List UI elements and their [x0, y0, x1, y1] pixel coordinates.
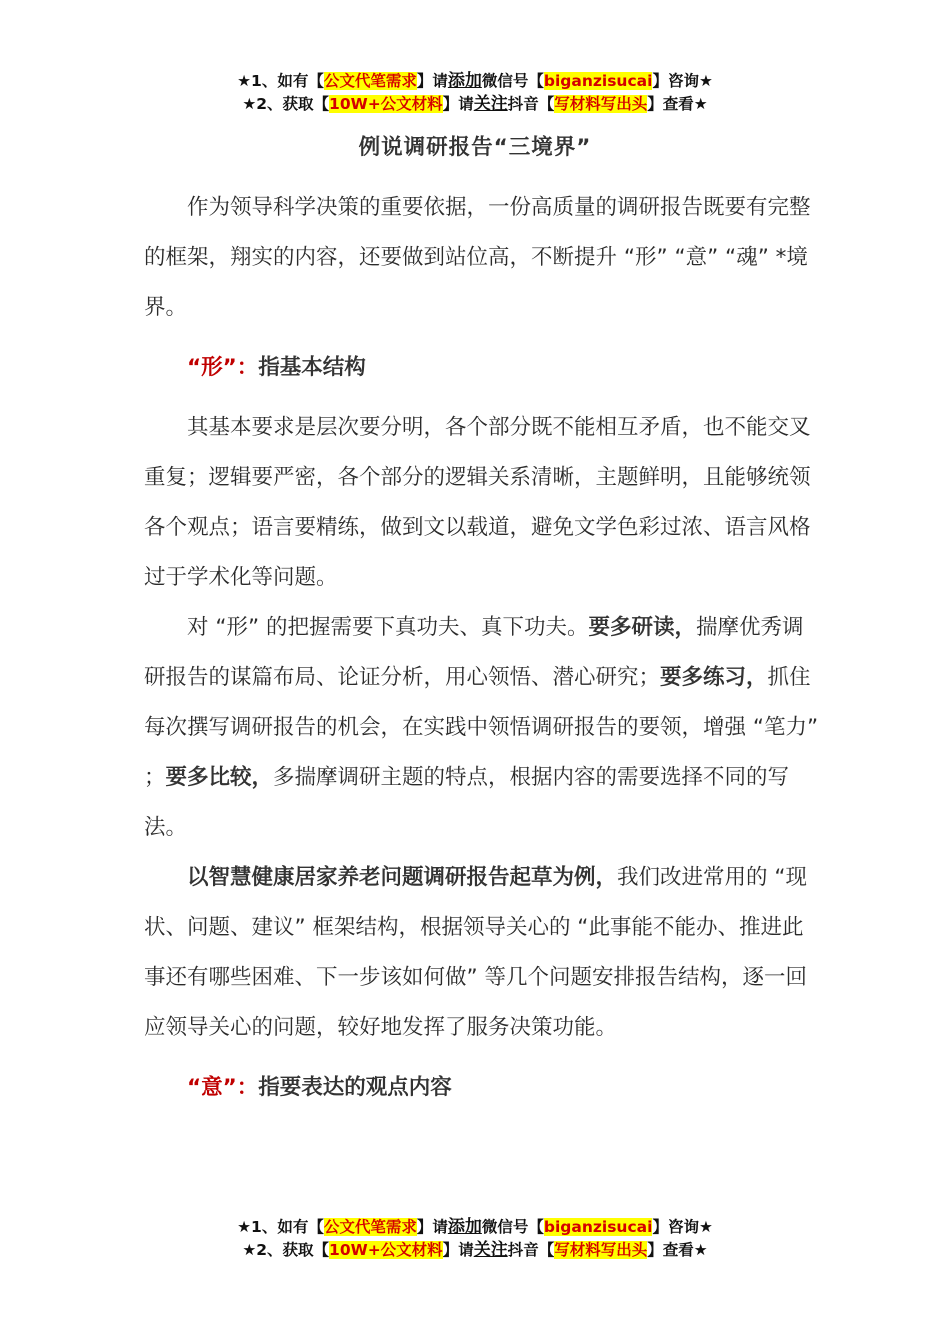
banner-line-2 — [0, 1239, 950, 1262]
banner-text: 】咨询★ — [652, 1218, 713, 1236]
banner-text: 】请 — [416, 1218, 448, 1236]
banner-text: 】请 — [442, 1241, 474, 1259]
text-run: 揣摩优秀调研报告的谋篇布局、论证分析，用心领悟、潜心研究； — [144, 615, 804, 690]
banner-text: ★1、如有【 — [237, 1218, 324, 1236]
underlined-text: 添加 — [447, 71, 482, 91]
text-run: 我们改进常用的 “现状、问题、建议” 框架结构，根据领导关心的 “此事能不能办、推进此事还有哪些困难、下一步该如何做” 等几个问题安排报告结构，逐一回应领导关心的问题，较好地发挥了服务决策功能。 — [144, 865, 807, 1040]
banner-line-1 — [0, 70, 950, 93]
document-body — [144, 183, 824, 1123]
bold-text: 要多比较， — [165, 765, 274, 790]
bold-text: 以智慧健康居家养老问题调研报告起草为例， — [187, 865, 618, 890]
banner-text: 】查看★ — [647, 1241, 708, 1259]
banner-text: ★1、如有【 — [237, 72, 324, 90]
heading-key: “形”： — [187, 355, 259, 380]
highlight-text: 10W+公文材料 — [329, 1241, 443, 1259]
bottom-banner — [0, 1216, 950, 1262]
banner-text: 抖音【 — [507, 95, 555, 113]
banner-text: 】请 — [442, 95, 474, 113]
highlight-text: 公文代笔需求 — [323, 72, 417, 90]
paragraph-example — [144, 853, 824, 1053]
heading-key: “意”： — [187, 1075, 259, 1100]
bold-text: 要多研读， — [588, 615, 696, 640]
highlight-text: 10W+公文材料 — [329, 95, 443, 113]
document-title: 例说调研报告“三境界” — [358, 135, 592, 160]
banner-text: 】请 — [416, 72, 448, 90]
banner-text: 抖音【 — [507, 1241, 555, 1259]
banner-text: ★2、获取【 — [242, 95, 330, 113]
text-run: 抓住每次撰写调研报告的机会，在实践中领悟调研报告的要领，增强 “笔力” ； — [144, 665, 819, 790]
highlight-text: 公文代笔需求 — [323, 1218, 417, 1236]
top-banner — [0, 70, 950, 116]
banner-text: 微信号【 — [481, 1218, 544, 1236]
underlined-text: 添加 — [447, 1217, 482, 1237]
banner-text: 】查看★ — [647, 95, 708, 113]
banner-line-2 — [0, 93, 950, 116]
section-heading-meaning — [144, 1063, 824, 1113]
wechat-id: biganzisucai — [543, 72, 653, 90]
heading-text: 指基本结构 — [258, 355, 366, 380]
text-run: 对 “形” 的把握需要下真功夫、真下功夫。 — [187, 615, 589, 640]
banner-text: 】咨询★ — [652, 72, 713, 90]
bold-text: 要多练习， — [660, 665, 768, 690]
paragraph-practice — [144, 603, 824, 853]
douyin-id: 写材料写出头 — [554, 1241, 648, 1259]
text-run: 多揣摩调研主题的特点，根据内容的需要选择不同的写法。 — [144, 765, 790, 840]
heading-text: 指要表达的观点内容 — [258, 1075, 452, 1100]
wechat-id: biganzisucai — [543, 1218, 653, 1236]
underlined-text: 关注 — [473, 94, 508, 114]
section-heading-form — [144, 343, 824, 393]
douyin-id: 写材料写出头 — [554, 95, 648, 113]
underlined-text: 关注 — [473, 1240, 508, 1260]
paragraph-intro: 作为领导科学决策的重要依据，一份高质量的调研报告既要有完整的框架，翔实的内容，还要做到站位高，不断提升 “形” “意” “魂” *境界。 — [144, 195, 811, 320]
banner-text: ★2、获取【 — [242, 1241, 330, 1259]
banner-line-1 — [0, 1216, 950, 1239]
paragraph-requirements: 其基本要求是层次要分明，各个部分既不能相互矛盾，也不能交叉重复；逻辑要严密，各个部分的逻辑关系清晰，主题鲜明，且能够统领各个观点；语言要精练，做到文以载道，避免文学色彩过浓、语言风格过于学术化等问题。 — [144, 415, 811, 590]
banner-text: 微信号【 — [481, 72, 544, 90]
